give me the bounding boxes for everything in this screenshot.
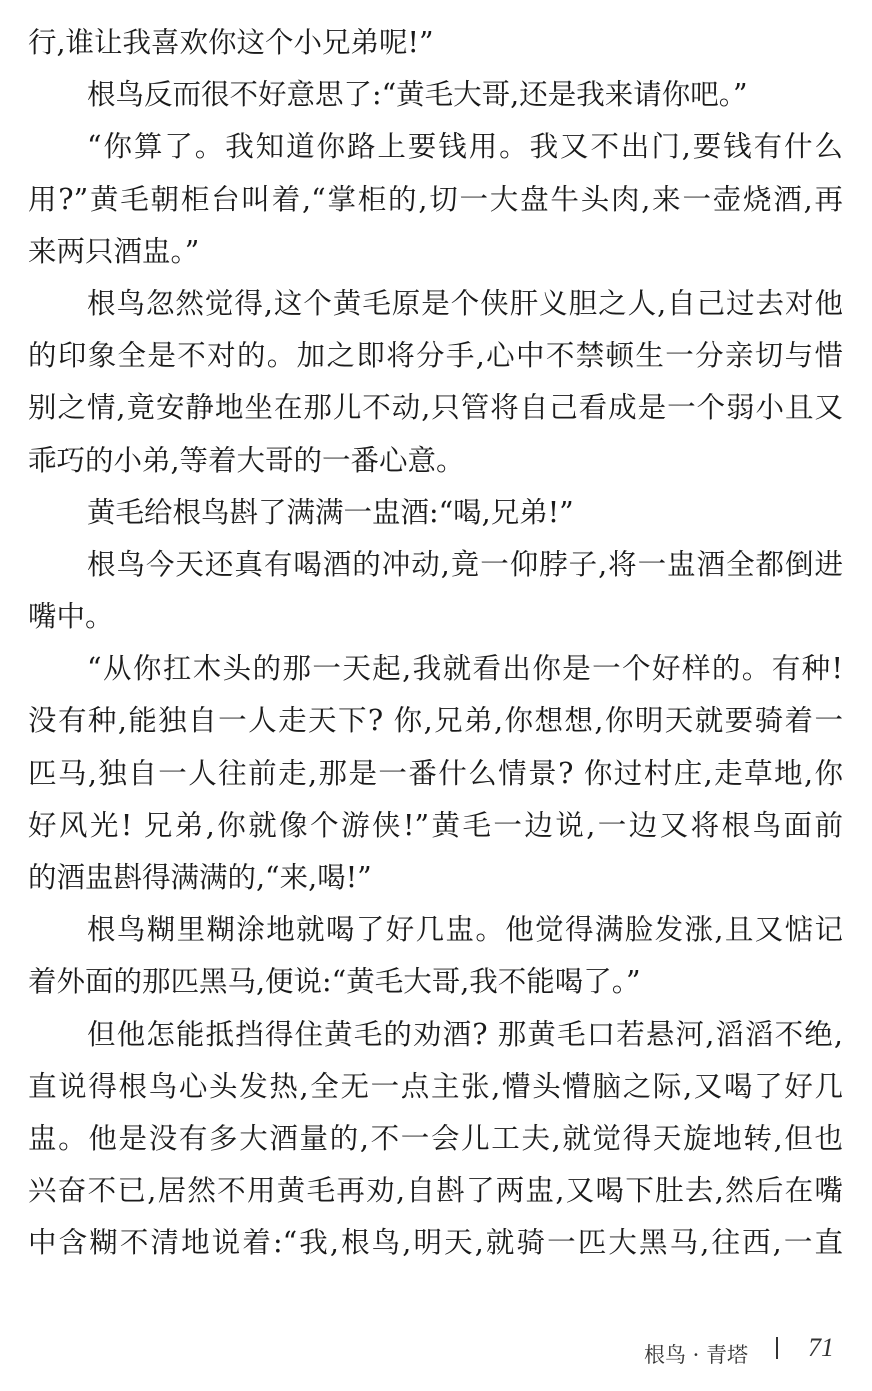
text-line: 没有种,能独自一人走天下? 你,兄弟,你想想,你明天就要骑着一 <box>28 704 843 738</box>
footer-divider <box>776 1337 778 1359</box>
text-line: 着外面的那匹黑马,便说:“黄毛大哥,我不能喝了。” <box>28 965 641 999</box>
text-line: 乖巧的小弟,等着大哥的一番心意。 <box>28 443 465 477</box>
text-line: “从你扛木头的那一天起,我就看出你是一个好样的。有种! <box>87 652 843 686</box>
text-line: 根鸟忽然觉得,这个黄毛原是个侠肝义胆之人,自己过去对他 <box>87 286 843 320</box>
text-line: “你算了。我知道你路上要钱用。我又不出门,要钱有什么 <box>87 130 843 164</box>
text-line: 中含糊不清地说着:“我,根鸟,明天,就骑一匹大黑马,往西,一直 <box>28 1226 843 1260</box>
running-title: 根鸟 · 青塔 <box>644 1343 749 1367</box>
page-footer <box>640 1333 840 1369</box>
text-line: 嘴中。 <box>28 600 114 634</box>
text-line: 直说得根鸟心头发热,全无一点主张,懵头懵脑之际,又喝了好几 <box>28 1069 843 1103</box>
text-line: 的酒盅斟得满满的,“来,喝!” <box>28 861 372 894</box>
text-line: 但他怎能抵挡得住黄毛的劝酒? 那黄毛口若悬河,滔滔不绝, <box>87 1017 843 1051</box>
text-line: 别之情,竟安静地坐在那儿不动,只管将自己看成是一个弱小且又 <box>28 391 843 425</box>
page-number: 71 <box>808 1333 834 1362</box>
text-line: 行,谁让我喜欢你这个小兄弟呢!” <box>28 26 434 59</box>
text-line: 根鸟今天还真有喝酒的冲动,竟一仰脖子,将一盅酒全都倒进 <box>87 547 843 581</box>
text-line: 好风光! 兄弟,你就像个游侠!”黄毛一边说,一边又将根鸟面前 <box>28 808 843 842</box>
text-line: 来两只酒盅。” <box>28 234 200 268</box>
text-line: 盅。他是没有多大酒量的,不一会儿工夫,就觉得天旋地转,但也 <box>28 1121 843 1155</box>
text-line: 用?”黄毛朝柜台叫着,“掌柜的,切一大盘牛头肉,来一壶烧酒,再 <box>28 182 843 216</box>
body-text <box>28 17 843 1270</box>
text-line: 根鸟糊里糊涂地就喝了好几盅。他觉得满脸发涨,且又惦记 <box>87 913 843 947</box>
text-line: 根鸟反而很不好意思了:“黄毛大哥,还是我来请你吧。” <box>87 78 748 112</box>
text-line: 黄毛给根鸟斟了满满一盅酒:“喝,兄弟!” <box>87 495 574 529</box>
text-line: 兴奋不已,居然不用黄毛再劝,自斟了两盅,又喝下肚去,然后在嘴 <box>28 1174 843 1208</box>
text-line: 的印象全是不对的。加之即将分手,心中不禁顿生一分亲切与惜 <box>28 339 843 373</box>
text-line: 匹马,独自一人往前走,那是一番什么情景? 你过村庄,走草地,你 <box>28 756 843 790</box>
